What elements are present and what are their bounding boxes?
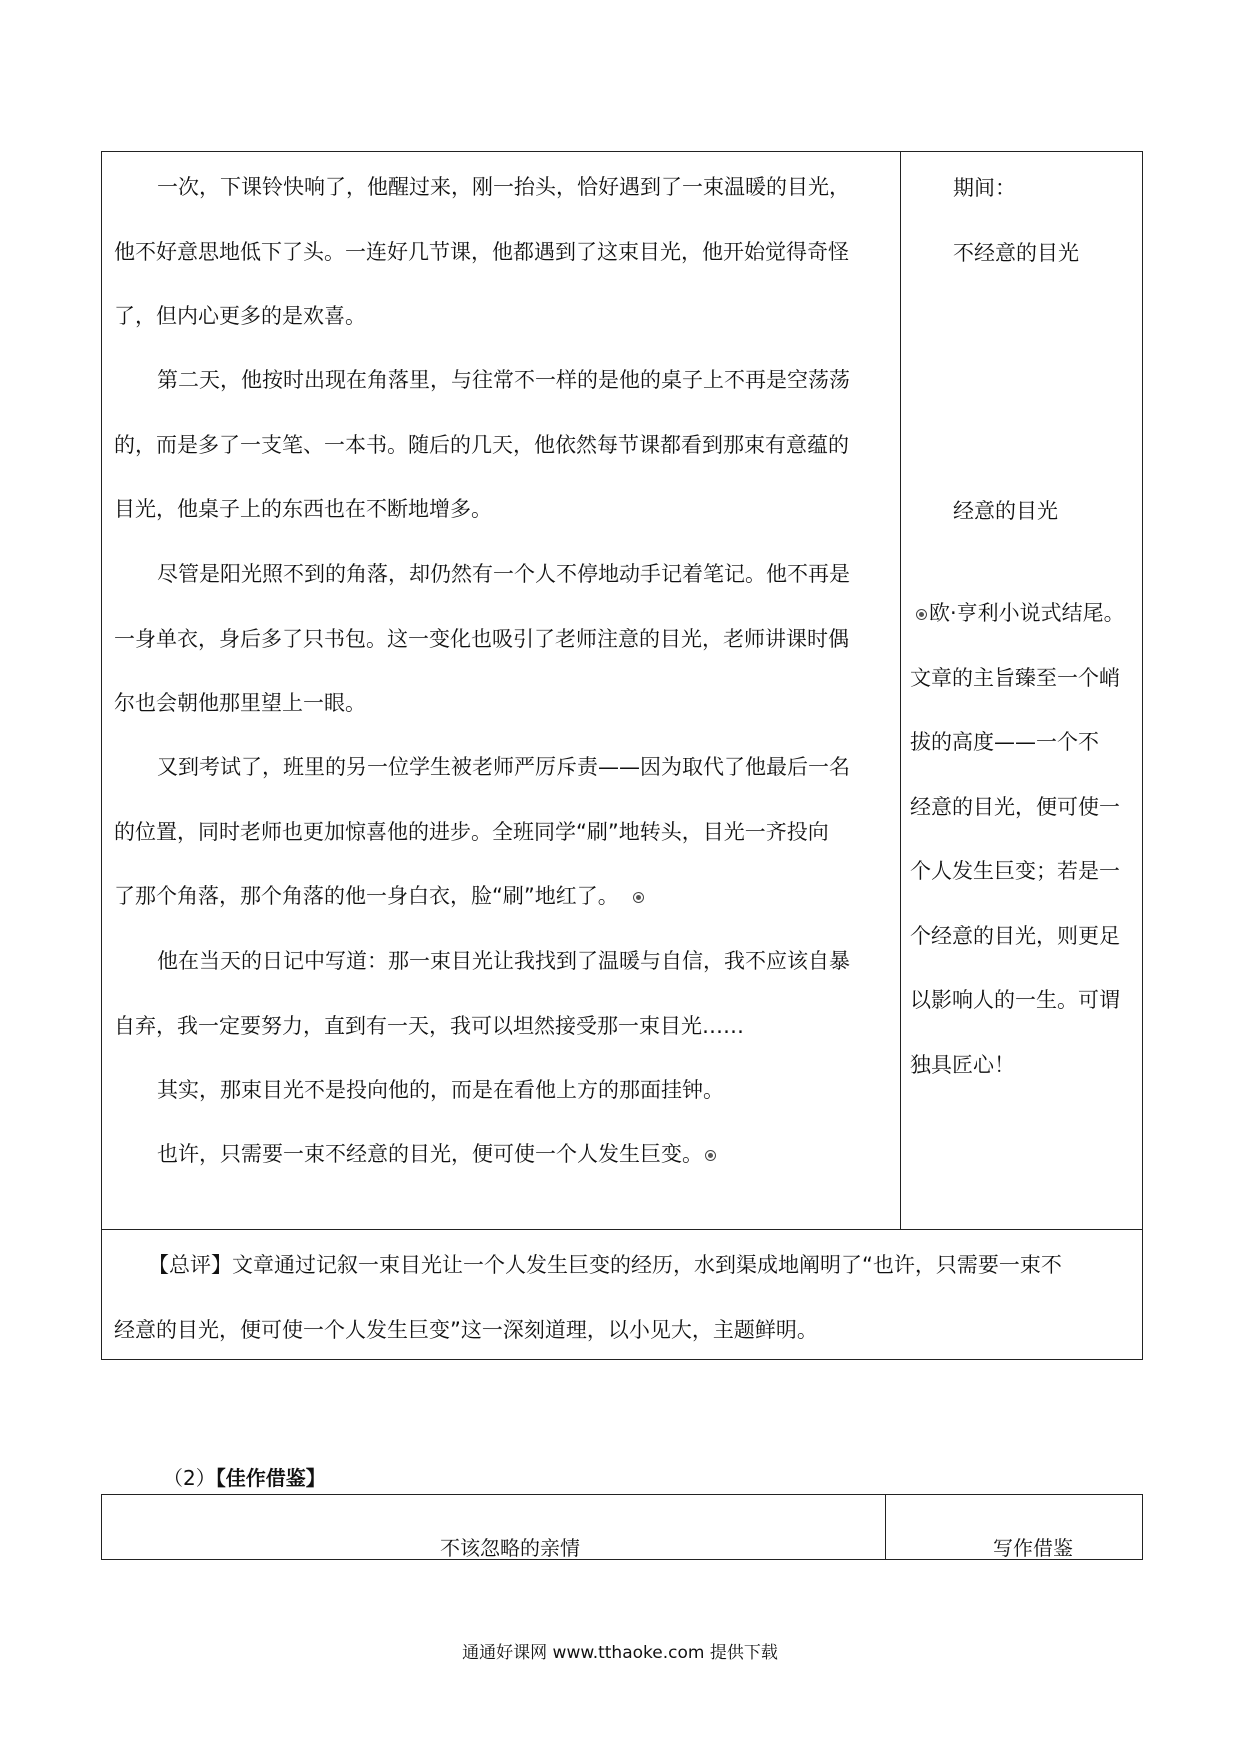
section-title: 【佳作借鉴】: [215, 1466, 326, 1490]
text-line: 文章的主旨臻至一个峭: [910, 665, 1120, 690]
section-heading: [163, 1462, 326, 1491]
text-line: 一次，下课铃快响了，他醒过来，刚一抬头，恰好遇到了一束温暖的目光，: [157, 175, 850, 199]
summary-comment: [114, 1233, 1136, 1362]
text-line: 的位置，同时老师也更加惊喜他的进步。全班同学“刷”地转头，目光一齐投向: [114, 819, 829, 844]
example-table: [101, 1494, 1143, 1560]
story-paragraph-4: [114, 735, 894, 929]
text-line: 个人发生巨变；若是一: [910, 859, 1120, 883]
text-line: 经意的目光，便可使一个人发生巨变”这一深刻道理，以小见大，主题鲜明。: [114, 1317, 818, 1342]
story-paragraph-2: [114, 348, 894, 542]
table-column-divider: [885, 1494, 886, 1560]
text-line: 他不好意思地低下了头。一连好几节课，他都遇到了这束目光，他开始觉得奇怪: [114, 239, 849, 264]
text-line: 个经意的目光，则更足: [910, 923, 1120, 948]
side-label-period: 期间：: [953, 176, 1016, 200]
text-line: 又到考试了，班里的另一位学生被老师严厉斥责——因为取代了他最后一名: [157, 755, 850, 779]
text-line: 以影响人的一生。可谓: [910, 988, 1120, 1012]
story-paragraph-6: [114, 1058, 894, 1123]
text-line: 尽管是阳光照不到的角落，却仍然有一个人不停地动手记着笔记。他不再是: [157, 562, 850, 586]
text-line: 【总评】文章通过记叙一束目光让一个人发生巨变的经历，水到渠成地阐明了“也许，只需要一束不: [148, 1253, 1062, 1277]
text-line: 欧·亨利小说式结尾。: [929, 601, 1125, 625]
side-label-intentional: 经意的目光: [953, 499, 1058, 523]
story-paragraph-5: [114, 929, 894, 1058]
text-line: 的，而是多了一支笔、一本书。随后的几天，他依然每节课都看到那束有意蕴的: [114, 432, 849, 457]
annotation-marker-icon: [633, 892, 644, 903]
text-line: 目光，他桌子上的东西也在不断地增多。: [114, 497, 492, 521]
table-column-divider: [900, 151, 901, 1229]
text-line: 拔的高度——一个不: [910, 730, 1099, 754]
essay-title-header: 不该忽略的亲情: [440, 1536, 580, 1560]
text-line: 了那个角落，那个角落的他一身白衣，脸“刷”地红了。: [114, 884, 619, 908]
section-number: （2）: [163, 1466, 216, 1490]
writing-reference-header: 写作借鉴: [993, 1536, 1073, 1560]
page-footer: 通通好课网 www.tthaoke.com 提供下载: [462, 1643, 778, 1663]
text-line: 自弃，我一定要努力，直到有一天，我可以坦然接受那一束目光……: [114, 1013, 744, 1038]
story-paragraph-1: [114, 155, 894, 349]
text-line: 尔也会朝他那里望上一眼。: [114, 691, 366, 715]
text-line: 他在当天的日记中写道：那一束目光让我找到了温暖与自信，我不应该自暴: [157, 949, 850, 973]
text-line: 一身单衣，身后多了只书包。这一变化也吸引了老师注意的目光，老师讲课时偶: [114, 626, 849, 651]
annotation-marker-icon: [916, 609, 927, 620]
text-line: 了，但内心更多的是欢喜。: [114, 304, 366, 328]
text-line: 其实，那束目光不是投向他的，而是在看他上方的那面挂钟。: [157, 1078, 724, 1102]
table-row-divider: [101, 1229, 1143, 1230]
story-paragraph-7: [114, 1122, 894, 1187]
side-commentary: [910, 581, 1135, 1097]
side-label-unintentional: 不经意的目光: [953, 241, 1079, 265]
text-line: 独具匠心！: [910, 1052, 1015, 1077]
text-line: 经意的目光，便可使一: [910, 794, 1120, 819]
text-line: 第二天，他按时出现在角落里，与往常不一样的是他的桌子上不再是空荡荡: [157, 368, 850, 392]
annotation-marker-icon: [705, 1150, 716, 1161]
text-line: 也许，只需要一束不经意的目光，便可使一个人发生巨变。: [157, 1142, 703, 1166]
story-paragraph-3: [114, 542, 894, 736]
